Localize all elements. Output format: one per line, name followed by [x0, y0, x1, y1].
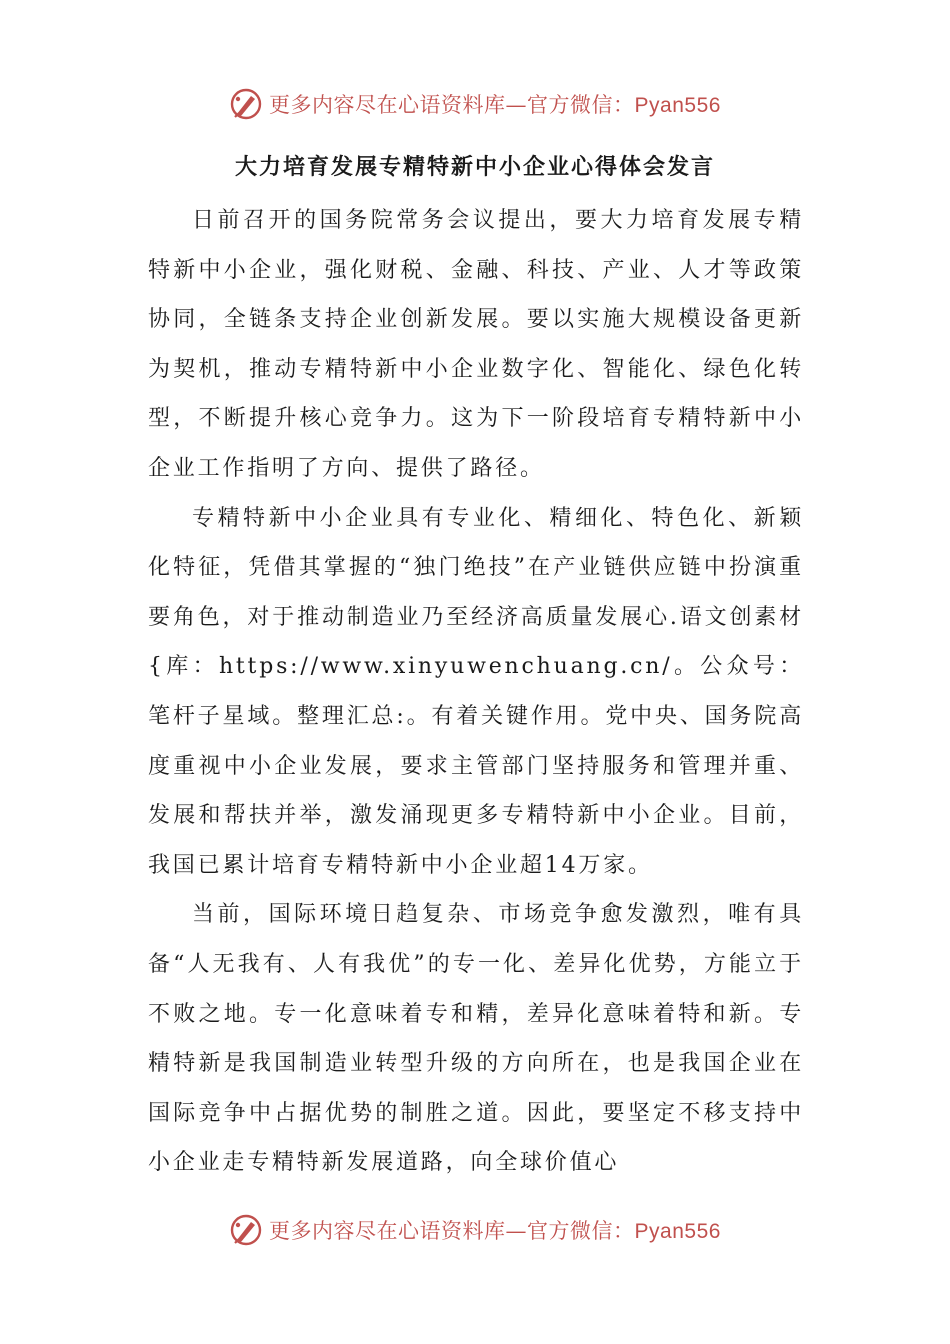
footer-banner-text	[269, 1215, 721, 1245]
header-banner	[0, 84, 950, 124]
pen-logo-icon	[229, 87, 263, 121]
paragraph-1: 日前召开的国务院常务会议提出，要大力培育发展专精特新中小企业，强化财税、金融、科技、产业、人才等政策协同，全链条支持企业创新发展。要以实施大规模设备更新为契机，推动专精特新中小企业数字化、智能化、绿色化转型，不断提升核心竞争力。这为下一阶段培育专精特新中小企业工作指明了方向、提供了路径。	[148, 208, 804, 481]
footer-banner	[0, 1210, 950, 1250]
document-body	[148, 196, 804, 1188]
header-banner-label: 更多内容尽在心语资料库—官方微信：	[269, 93, 635, 117]
document-title: 大力培育发展专精特新中小企业心得体会发言	[234, 155, 715, 180]
paragraph-3: 当前，国际环境日趋复杂、市场竞争愈发激烈，唯有具备“人无我有、人有我优”的专一化、差异化优势，方能立于不败之地。专一化意味着专和精，差异化意味着特和新。专精特新是我国制造业转型升级的方向所在，也是我国企业在国际竞争中占据优势的制胜之道。因此，要坚定不移支持中小企业走专精特新发展道路，向全球价值心	[148, 902, 804, 1176]
footer-banner-label: 更多内容尽在心语资料库—官方微信：	[269, 1219, 635, 1243]
pen-logo-icon	[229, 1213, 263, 1247]
paragraph-2: 专精特新中小企业具有专业化、精细化、特色化、新颖化特征，凭借其掌握的“独门绝技”在产业链供应链中扮演重要角色，对于推动制造业乃至经济高质量发展心.语文创素材{库：https://www.xinyuwenchuang.cn/。公众号：笔杆子星域。整理汇总:。有着关键作用。党中央、国务院高度重视中小企业发展，要求主管部门坚持服务和管理并重、发展和帮扶并举，激发涌现更多专精特新中小企业。目前，我国已累计培育专精特新中小企业超14万家。	[148, 505, 804, 878]
header-banner-text	[269, 89, 721, 119]
footer-wechat-id: Pyan556	[634, 1220, 721, 1243]
header-wechat-id: Pyan556	[634, 94, 721, 117]
